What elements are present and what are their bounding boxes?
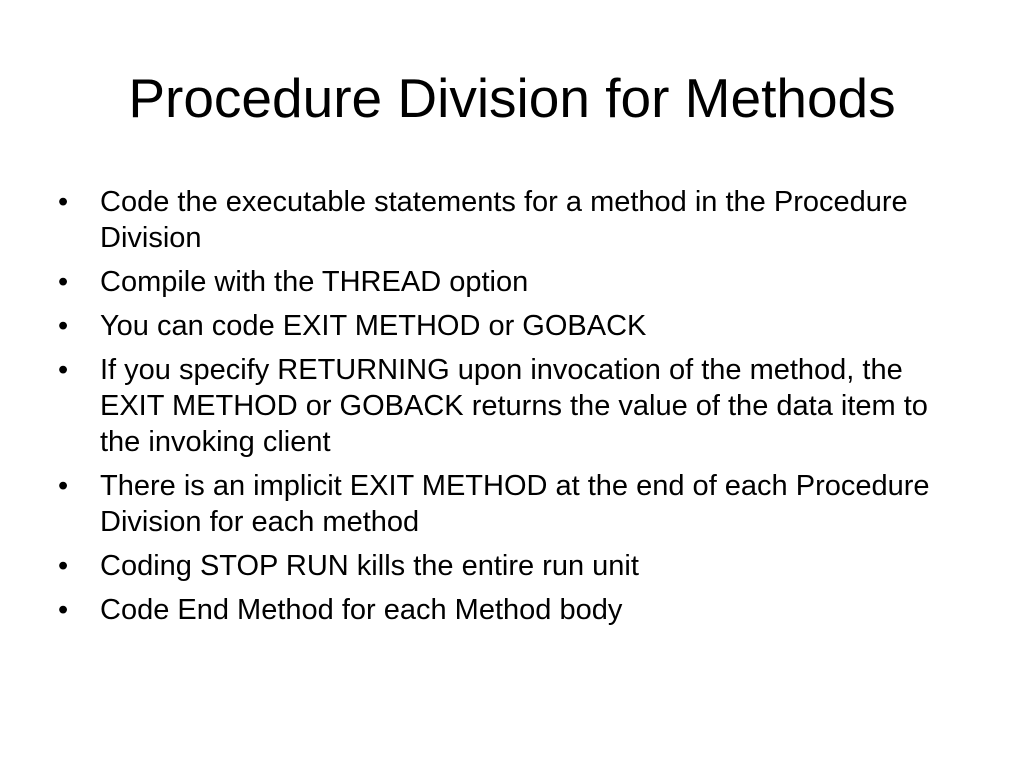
bullet-text: Coding STOP RUN kills the entire run unit xyxy=(100,550,639,582)
bullet-text: There is an implicit EXIT METHOD at the end of each Procedure Division for each method xyxy=(100,470,930,538)
bullet-marker: • xyxy=(58,266,69,298)
bullet-list xyxy=(58,184,938,636)
bullet-text: If you specify RETURNING upon invocation of the method, the EXIT METHOD or GOBACK returns the value of the data item to the invoking client xyxy=(100,354,928,458)
bullet-marker: • xyxy=(58,310,69,342)
bullet-item xyxy=(58,264,938,300)
bullet-item xyxy=(58,468,938,540)
bullet-item xyxy=(58,352,938,460)
bullet-item xyxy=(58,592,938,628)
bullet-item xyxy=(58,184,938,256)
bullet-marker: • xyxy=(58,594,69,626)
bullet-text: Code End Method for each Method body xyxy=(100,594,623,626)
bullet-text: Code the executable statements for a method in the Procedure Division xyxy=(100,186,908,254)
bullet-text: You can code EXIT METHOD or GOBACK xyxy=(100,310,647,342)
bullet-marker: • xyxy=(58,354,69,386)
bullet-marker: • xyxy=(58,186,69,218)
bullet-item xyxy=(58,308,938,344)
bullet-marker: • xyxy=(58,470,69,502)
bullet-marker: • xyxy=(58,550,69,582)
bullet-item xyxy=(58,548,938,584)
slide-title: Procedure Division for Methods xyxy=(128,67,896,129)
bullet-text: Compile with the THREAD option xyxy=(100,266,529,298)
